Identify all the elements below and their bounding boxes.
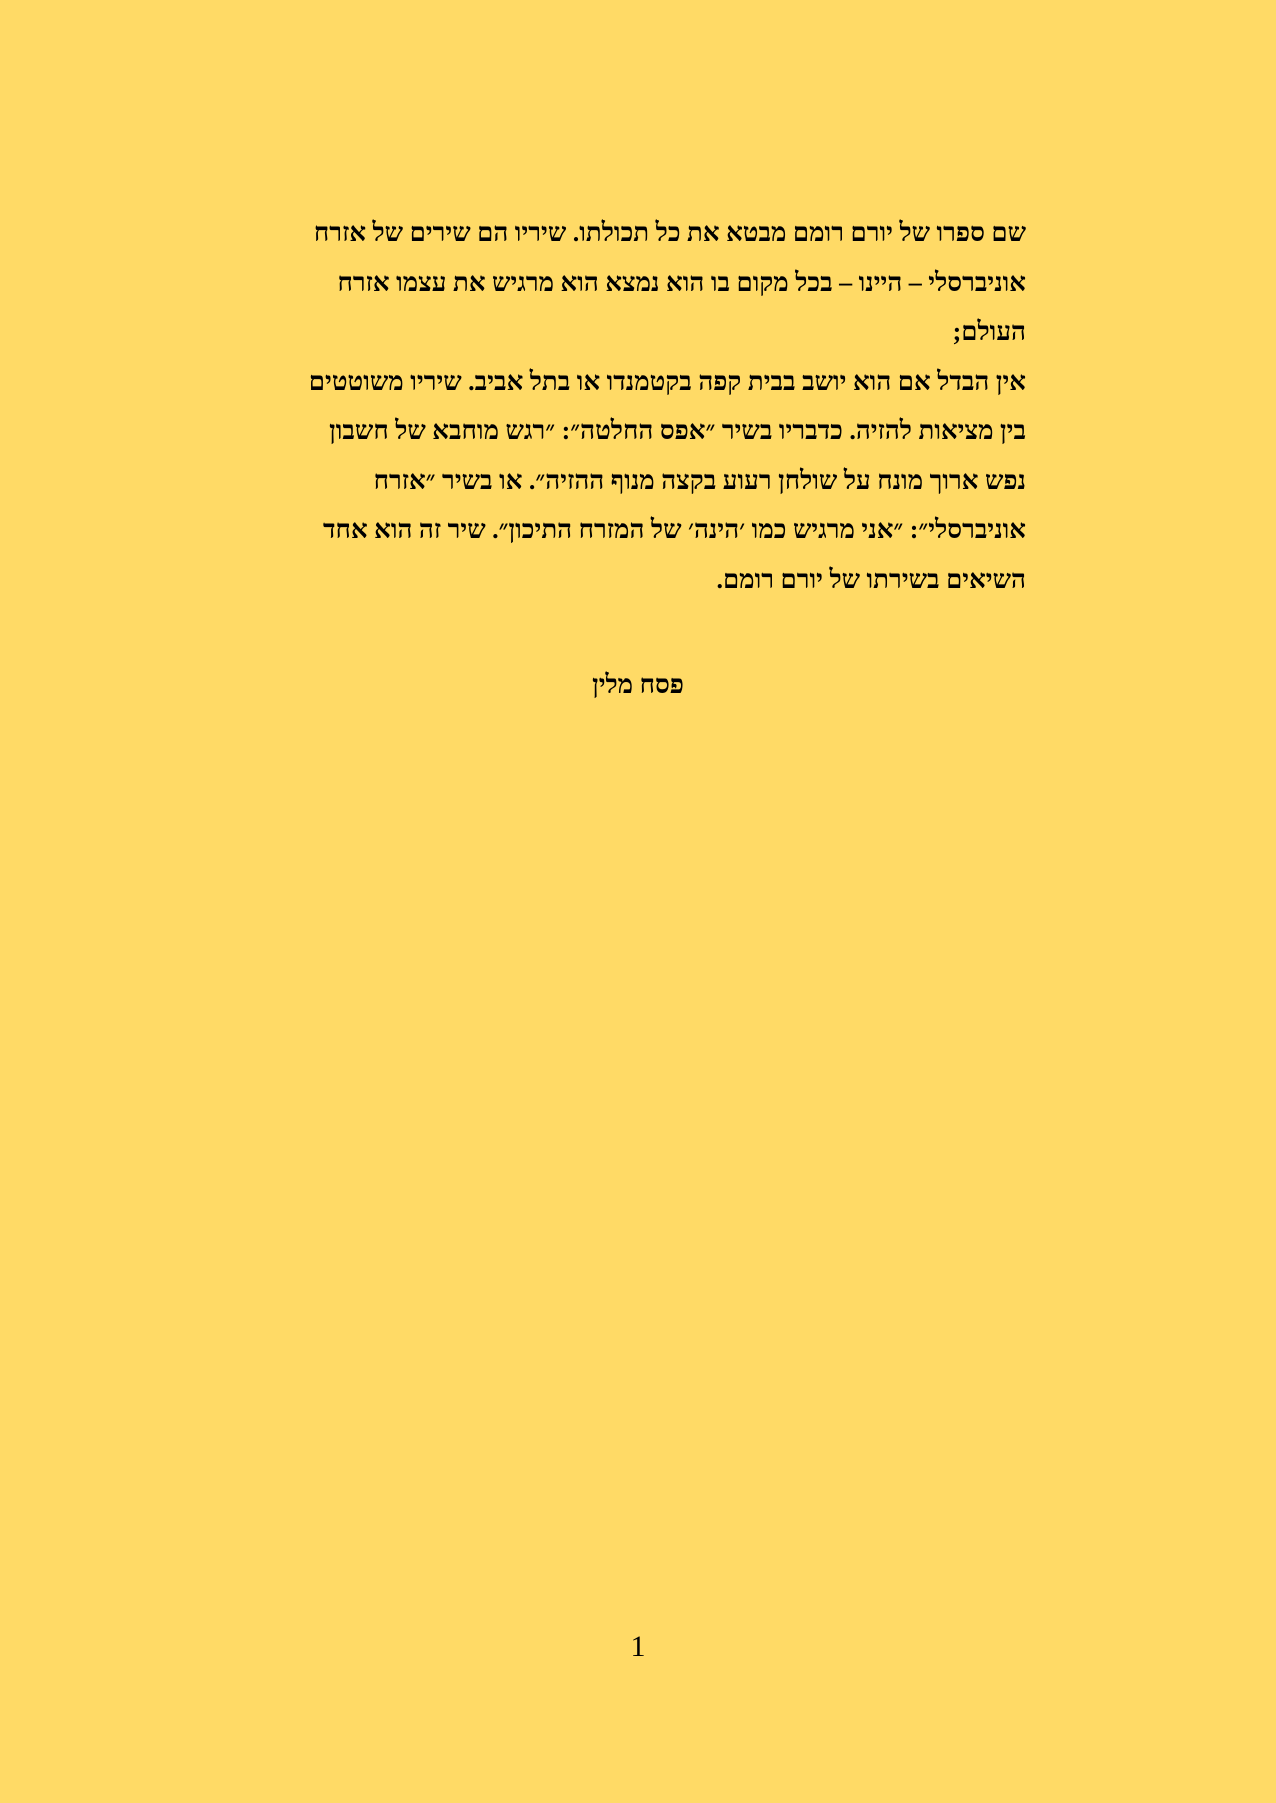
page-number: 1 [630, 1630, 646, 1663]
text-line: נפש ארוך מונח על שולחן רעוע בקצה מנוף ההזיה״. או בשיר ״אזרח [373, 465, 1026, 495]
text-line: השיאים בשירתו של יורם רומם. [716, 564, 1026, 594]
body-paragraph [228, 208, 1026, 604]
text-line: אוניברסלי״: ״אני מרגיש כמו ׳הינה׳ של המזרח התיכון״. שיר זה הוא אחד [323, 515, 1026, 544]
text-line: אין הבדל אם הוא יושב בבית קפה בקטמנדו או בתל אביב. שיריו משוטטים [308, 366, 1026, 396]
text-line: שם ספרו של יורם רומם מבטא את כל תכולתו. שיריו הם שירים של אזרח [313, 218, 1026, 247]
author-signature: פסח מלין [592, 670, 684, 699]
text-line: העולם; [952, 317, 1026, 346]
text-line: בין מציאות להזיה. כדבריו בשיר ״אפס החלטה״: ״רגש מוחבא של חשבון [329, 416, 1026, 445]
text-line: אוניברסלי – היינו – בכל מקום בו הוא נמצא הוא מרגיש את עצמו אזרח [337, 267, 1026, 297]
